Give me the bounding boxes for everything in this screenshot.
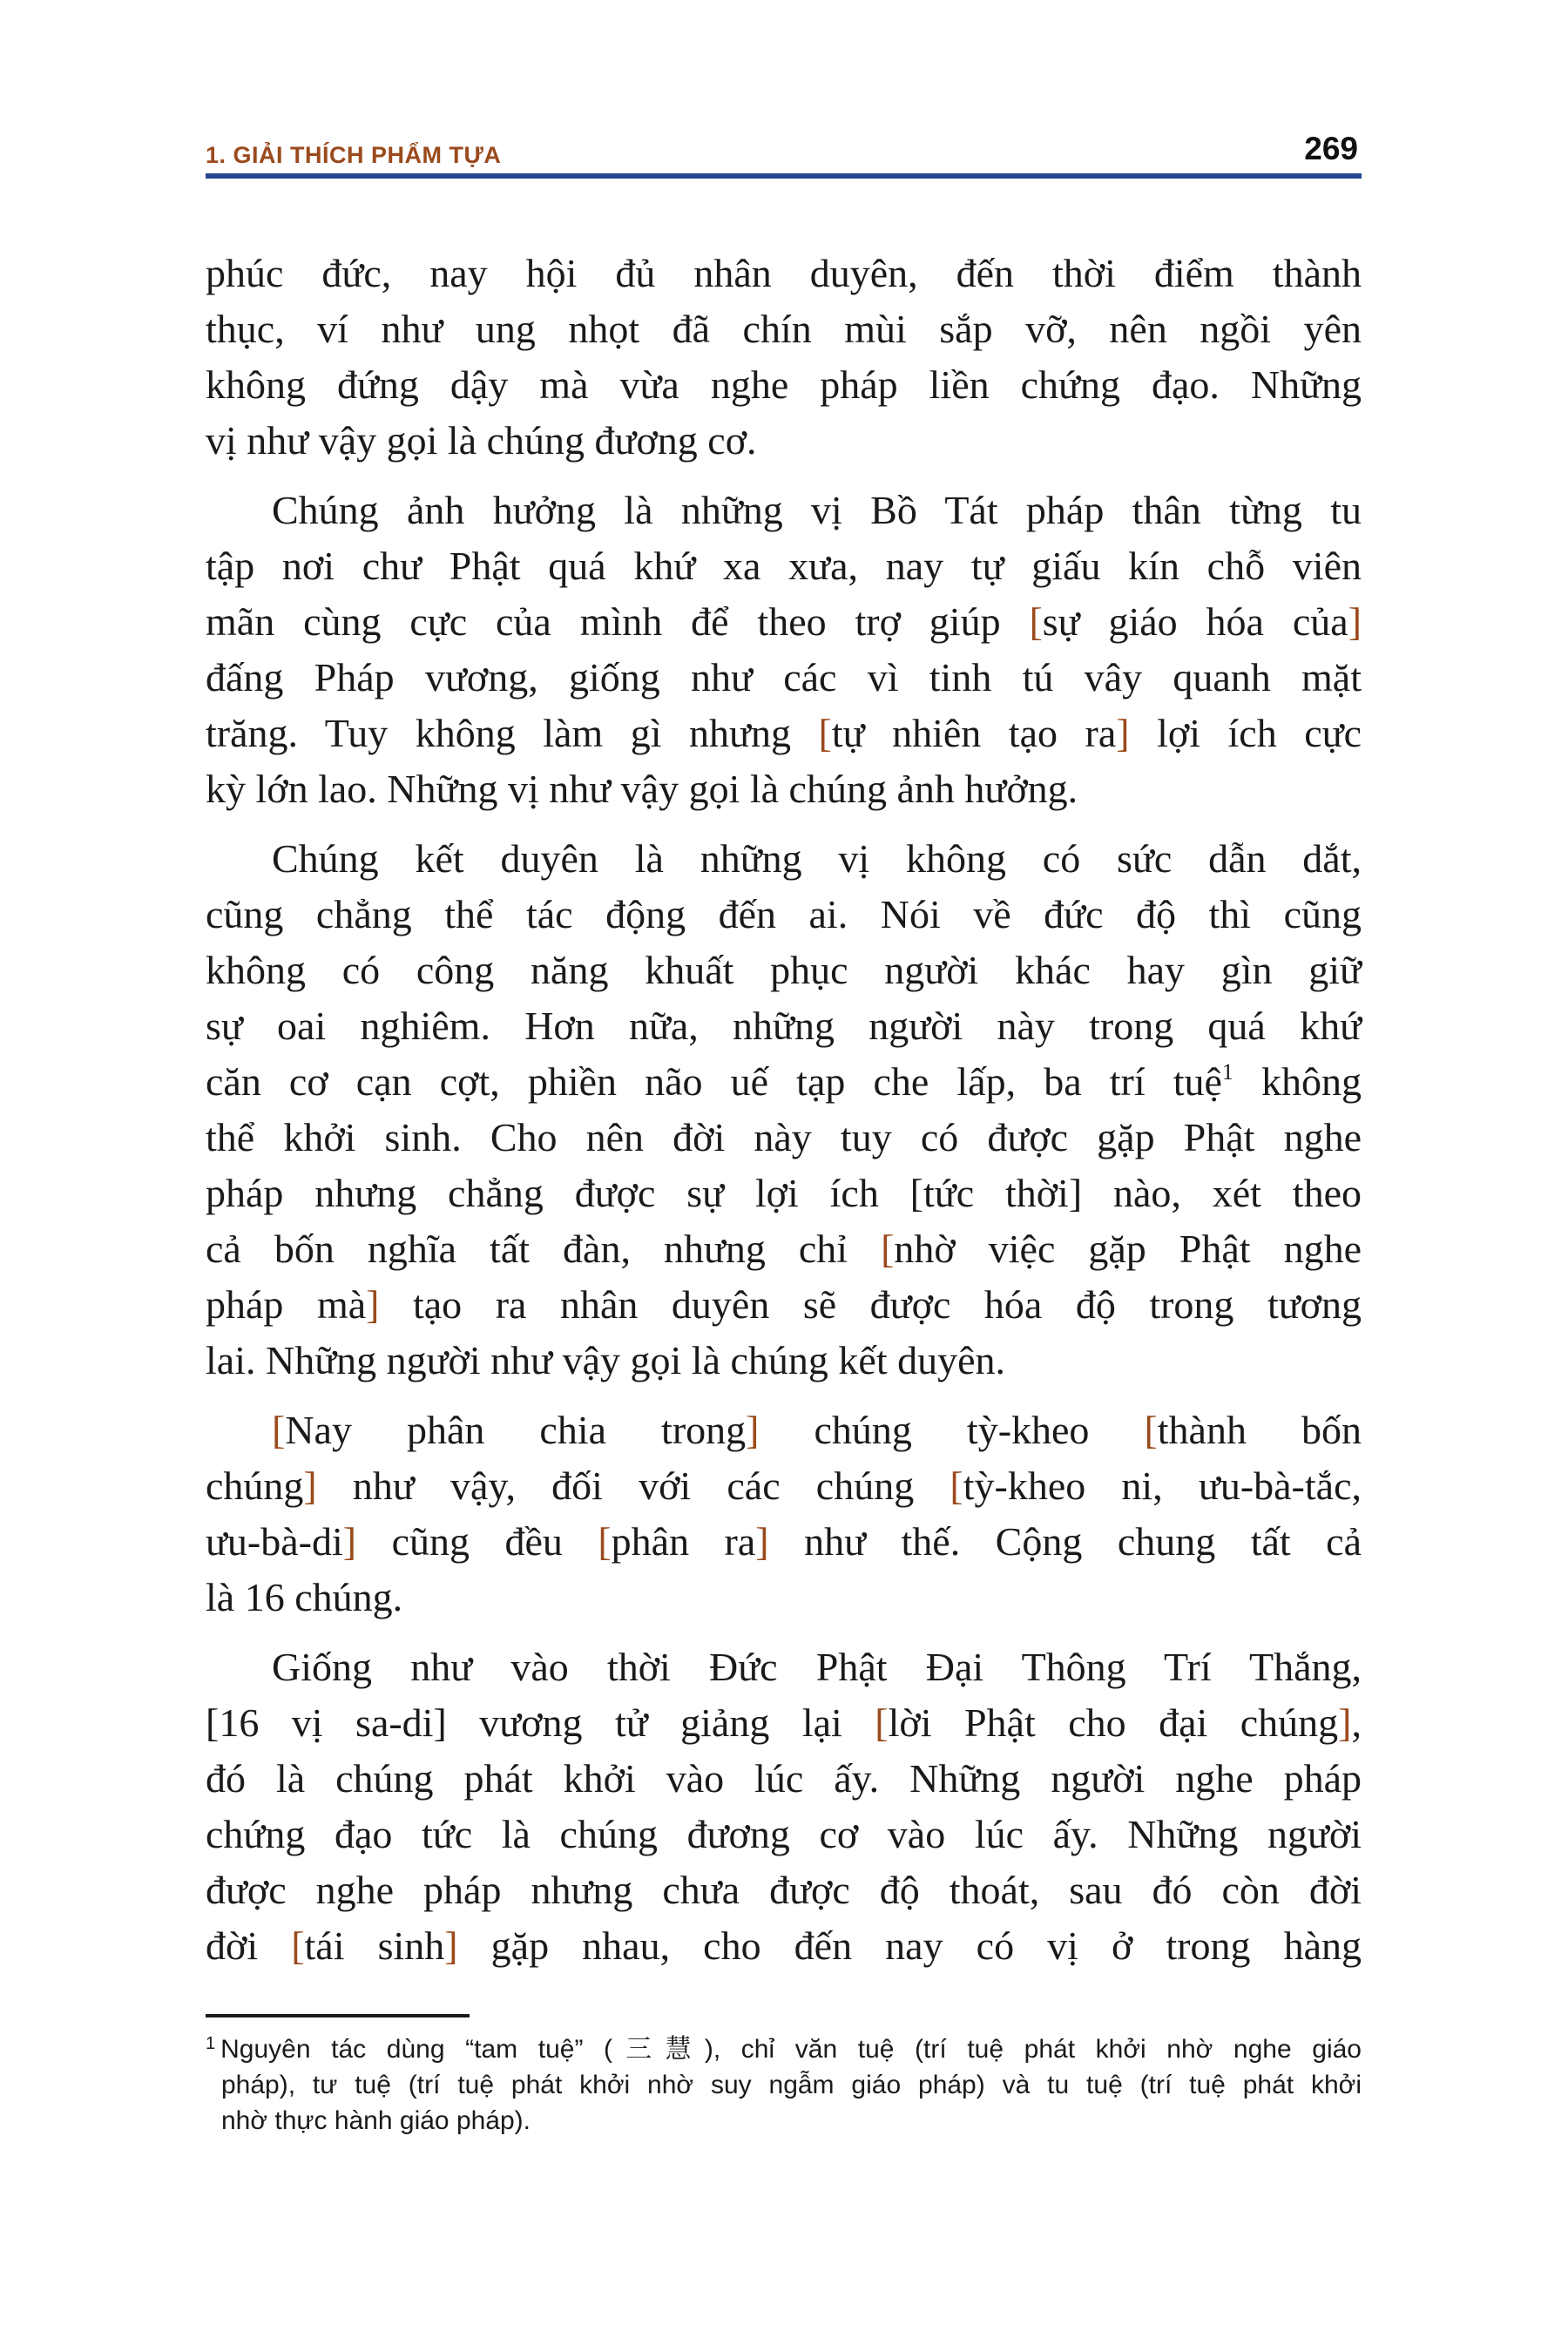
bracket-open: [ <box>881 1227 895 1271</box>
editorial-insertion: lời Phật cho đại chúng <box>888 1700 1339 1745</box>
text-line <box>206 1458 1362 1514</box>
text-run: trăng. Tuy không làm gì nhưng <box>206 711 819 755</box>
text-line: thể khởi sinh. Cho nên đời này tuy có được gặp Phật nghe <box>206 1115 1362 1159</box>
text-line: phúc đức, nay hội đủ nhân duyên, đến thời điểm thành <box>206 251 1362 295</box>
bracket-close: ] <box>366 1282 380 1327</box>
footnote <box>206 2031 1362 2139</box>
editorial-insertion: phân ra <box>611 1519 756 1564</box>
bracket-open: [ <box>818 711 832 755</box>
body-text <box>206 246 1362 1974</box>
text-line <box>206 1695 1362 1751</box>
bracket-close: ] <box>755 1519 769 1564</box>
text-run: mãn cùng cực của mình để theo trợ giúp <box>206 599 1030 644</box>
text-line: thục, ví như ung nhọt đã chín mùi sắp vỡ, nên ngồi yên <box>206 307 1362 351</box>
footnote-line: pháp), tư tuệ (trí tuệ phát khởi nhờ suy ngẫm giáo pháp) và tu tuệ (trí tuệ phát khởi <box>221 2071 1362 2099</box>
bracket-open: [ <box>272 1408 286 1452</box>
paragraph-1 <box>206 246 1362 469</box>
text-run: căn cơ cạn cợt, phiền não uế tạp che lấp, ba trí tuệ <box>206 1059 1222 1104</box>
text-run: cũng đều <box>356 1519 598 1564</box>
text-line <box>206 594 1362 650</box>
editorial-insertion: nhờ việc gặp Phật nghe <box>894 1227 1362 1271</box>
text-line: Giống như vào thời Đức Phật Đại Thông Trí Thắng, <box>272 1645 1362 1689</box>
editorial-insertion: thành bốn <box>1157 1408 1362 1452</box>
text-run: [16 vị sa-di] vương tử giảng lại <box>206 1700 875 1745</box>
text-line: đó là chúng phát khởi vào lúc ấy. Những người nghe pháp <box>206 1756 1362 1801</box>
text-line: Chúng kết duyên là những vị không có sức dẫn dắt, <box>272 836 1362 881</box>
paragraph-4 <box>206 1402 1362 1625</box>
bracket-close: ] <box>303 1463 317 1508</box>
footnote-line: nhờ thực hành giáo pháp). <box>221 2106 531 2135</box>
text-line: cũng chẳng thể tác động đến ai. Nói về đức độ thì cũng <box>206 892 1362 936</box>
bracket-close: ] <box>1348 599 1362 644</box>
text-line <box>206 706 1362 761</box>
bracket-open: [ <box>875 1700 889 1745</box>
chapter-title: 1. GIẢI THÍCH PHẨM TỰA <box>206 142 502 168</box>
text-run: Nguyên tác dùng “tam tuệ” (三慧), chỉ văn tuệ (trí tuệ phát khởi nhờ nghe giáo <box>220 2035 1362 2064</box>
footnote-separator <box>206 2014 470 2017</box>
text-run: , <box>1351 1700 1362 1745</box>
text-line <box>206 1918 1362 1974</box>
text-line: Chúng ảnh hưởng là những vị Bồ Tát pháp thân từng tu <box>272 488 1362 532</box>
editorial-insertion: tái sinh <box>304 1923 445 1968</box>
footnote-reference[interactable]: 1 <box>1221 1059 1233 1085</box>
text-line <box>206 1402 1362 1458</box>
text-line: tập nơi chư Phật quá khứ xa xưa, nay tự giấu kín chỗ viên <box>206 544 1362 588</box>
bracket-close: ] <box>1116 711 1130 755</box>
editorial-insertion: tỳ-kheo ni, ưu-bà-tắc, <box>963 1463 1362 1508</box>
footnote-number: 1 <box>206 2034 216 2053</box>
running-head <box>206 129 1362 172</box>
text-line: kỳ lớn lao. Những vị như vậy gọi là chúng ảnh hưởng. <box>206 767 1078 811</box>
text-line <box>206 1054 1362 1110</box>
text-run: đời <box>206 1923 292 1968</box>
text-line: được nghe pháp nhưng chưa được độ thoát, sau đó còn đời <box>206 1868 1362 1912</box>
text-line: chứng đạo tức là chúng đương cơ vào lúc ấy. Những người <box>206 1812 1362 1856</box>
text-line <box>206 1221 1362 1277</box>
text-line <box>206 1514 1362 1570</box>
bracket-close: ] <box>342 1519 357 1564</box>
text-run: cả bốn nghĩa tất đàn, nhưng chỉ <box>206 1227 882 1271</box>
text-line: lai. Những người như vậy gọi là chúng kết duyên. <box>206 1338 1006 1382</box>
bracket-close: ] <box>746 1408 760 1452</box>
text-run: không <box>1233 1059 1362 1104</box>
paragraph-2 <box>206 483 1362 817</box>
text-run: lợi ích cực <box>1129 711 1362 755</box>
editorial-insertion: Nay phân chia trong <box>285 1408 747 1452</box>
text-line: pháp nhưng chẳng được sự lợi ích [tức thời] nào, xét theo <box>206 1171 1362 1215</box>
footnote-line <box>206 2031 1362 2067</box>
editorial-insertion: pháp mà <box>206 1282 367 1327</box>
text-run: tạo ra nhân duyên sẽ được hóa độ trong tương <box>379 1282 1362 1327</box>
bracket-close: ] <box>444 1923 458 1968</box>
text-run: như vậy, đối với các chúng <box>316 1463 950 1508</box>
text-line: là 16 chúng. <box>206 1575 403 1619</box>
text-line: không đứng dậy mà vừa nghe pháp liền chứng đạo. Những <box>206 362 1362 407</box>
paragraph-5 <box>206 1639 1362 1974</box>
bracket-open: [ <box>598 1519 612 1564</box>
paragraph-3 <box>206 831 1362 1389</box>
editorial-insertion: chúng <box>206 1463 304 1508</box>
page-number: 269 <box>1304 131 1358 166</box>
editorial-insertion: tự nhiên tạo ra <box>831 711 1117 755</box>
text-line: không có công năng khuất phục người khác hay gìn giữ <box>206 948 1362 992</box>
bracket-open: [ <box>1029 599 1043 644</box>
editorial-insertion: ưu-bà-di <box>206 1519 343 1564</box>
text-line <box>206 1277 1362 1333</box>
editorial-insertion: sự giáo hóa của <box>1042 599 1348 644</box>
bracket-open: [ <box>291 1923 305 1968</box>
text-line: sự oai nghiêm. Hơn nữa, những người này trong quá khứ <box>206 1004 1362 1048</box>
text-run: như thế. Cộng chung tất cả <box>768 1519 1362 1564</box>
text-line: vị như vậy gọi là chúng đương cơ. <box>206 418 757 463</box>
bracket-open: [ <box>1144 1408 1158 1452</box>
text-line: đấng Pháp vương, giống như các vì tinh tú vây quanh mặt <box>206 655 1362 700</box>
header-rule <box>206 173 1362 179</box>
bracket-open: [ <box>950 1463 963 1508</box>
text-run: gặp nhau, cho đến nay có vị ở trong hàng <box>457 1923 1362 1968</box>
text-run: chúng tỳ-kheo <box>759 1408 1145 1452</box>
bracket-close: ] <box>1338 1700 1352 1745</box>
